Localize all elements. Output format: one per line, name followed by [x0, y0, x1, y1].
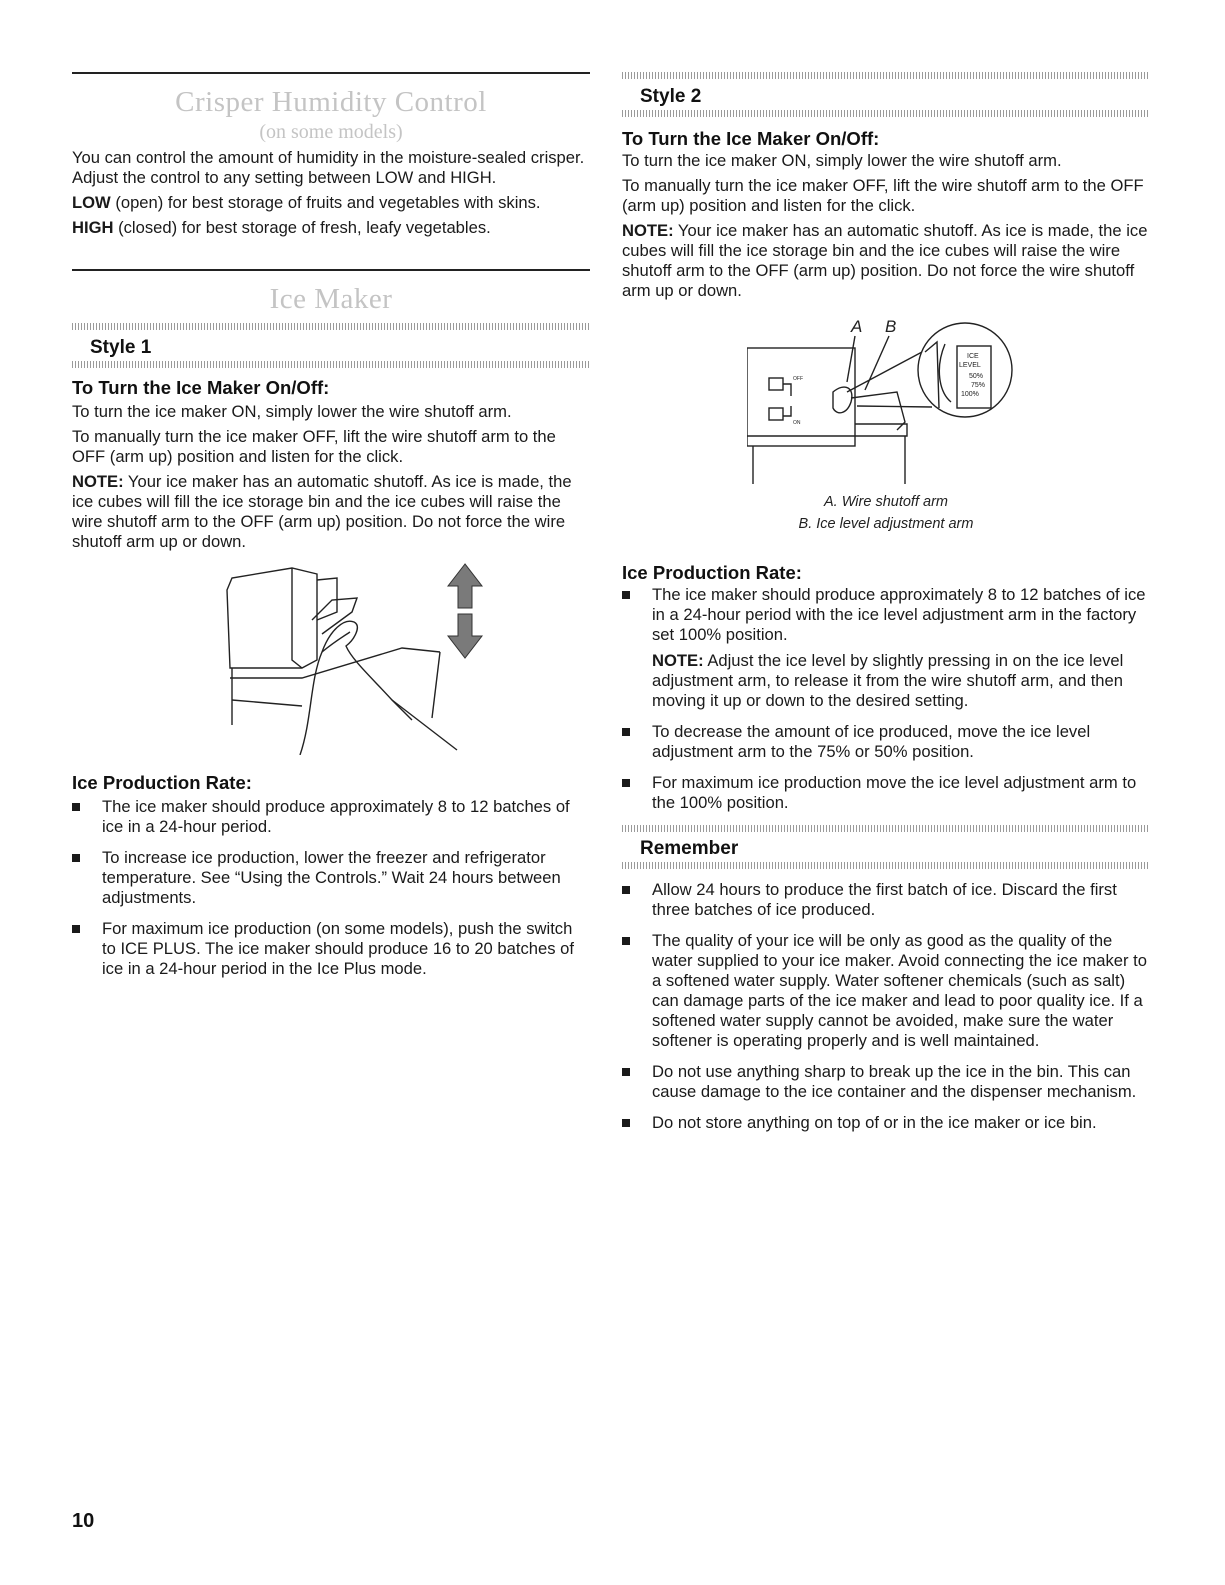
bin-rim	[230, 648, 440, 678]
note-text: Adjust the ice level by slightly pressing in on the ice level adjustment arm, to release it from the wire shutoff arm, and then moving it up or down to the desired setting.	[652, 651, 1124, 710]
ice-level-arm	[939, 344, 951, 402]
high-text: (closed) for best storage of fresh, leafy vegetables.	[113, 218, 491, 237]
note-text: Your ice maker has an automatic shutoff. As ice is made, the ice cubes will fill the ice storage bin and the ice cubes will raise the wire shutoff arm to the OFF (arm up) position. Do not force the wire shutoff arm up or down.	[72, 472, 572, 551]
style2-top-hatch	[622, 72, 1150, 79]
note-label: NOTE:	[652, 651, 704, 670]
low-term: LOW	[72, 193, 111, 212]
style2-note	[622, 221, 1150, 301]
label-b: B	[885, 317, 897, 336]
style2-rate-note	[622, 651, 1150, 711]
list-item: To decrease the amount of ice produced, move the ice level adjustment arm to the 75% or 50% position.	[622, 722, 1150, 762]
on-arm-icon	[783, 406, 791, 416]
hundred-text: 100%	[961, 391, 979, 398]
crisper-high	[72, 218, 590, 238]
style2-p2: To manually turn the ice maker OFF, lift the wire shutoff arm to the OFF (arm up) position and listen for the click.	[622, 176, 1144, 215]
ice-text: ICE	[967, 353, 979, 360]
crisper-intro: You can control the amount of humidity in the moisture-sealed crisper. Adjust the control to any setting between LOW and HIGH.	[72, 148, 585, 187]
magnifier-line-top	[847, 352, 922, 392]
style2-ice-maker-illustration	[747, 312, 1022, 484]
remember-top-hatch	[622, 825, 1150, 832]
style1-note	[72, 472, 590, 552]
off-arm-icon	[783, 384, 791, 396]
list-item: Do not store anything on top of or in the ice maker or ice bin.	[622, 1113, 1150, 1133]
style1-label: Style 1	[90, 337, 152, 358]
style2-label: Style 2	[640, 86, 702, 107]
wire-shutoff-arm	[312, 598, 357, 634]
list-item: Do not use anything sharp to break up the ice in the bin. This can cause damage to the ice container and the dispenser mechanism.	[622, 1062, 1150, 1102]
remember-list	[622, 880, 1150, 1133]
crisper-low	[72, 193, 590, 213]
high-term: HIGH	[72, 218, 114, 237]
remember-label: Remember	[640, 838, 739, 859]
style2-body	[622, 151, 1150, 301]
figure-caption-a: A. Wire shutoff arm	[824, 494, 948, 510]
list-item: The ice maker should produce approximately 8 to 12 batches of ice in a 24-hour period with the ice level adjustment arm in the factory set 100% position.	[622, 585, 1150, 645]
list-item: For maximum ice production move the ice level adjustment arm to the 100% position.	[622, 773, 1150, 813]
figure-caption-b: B. Ice level adjustment arm	[798, 516, 974, 532]
page-number: 10	[72, 1510, 95, 1532]
style2-bottom-hatch	[622, 110, 1150, 117]
ice-maker-side	[317, 578, 337, 620]
style1-top-hatch	[72, 323, 590, 330]
style1-bottom-hatch	[72, 361, 590, 368]
remember-bottom-hatch	[622, 862, 1150, 869]
magnifier-line-bottom	[857, 406, 932, 407]
style1-rate-heading: Ice Production Rate:	[72, 772, 252, 793]
section-divider	[72, 72, 590, 74]
bin-tray	[855, 424, 907, 436]
ice-maker-housing	[747, 348, 855, 446]
note-label: NOTE:	[72, 472, 124, 491]
bin-line	[232, 700, 302, 706]
arm-line	[392, 700, 457, 750]
style2-p1: To turn the ice maker ON, simply lower the wire shutoff arm.	[622, 151, 1062, 170]
low-text: (open) for best storage of fruits and vegetables with skins.	[110, 193, 541, 212]
list-item: For maximum ice production (on some models), push the switch to ICE PLUS. The ice maker should produce 16 to 20 batches of ice in a 24-hour period in the Ice Plus mode.	[72, 919, 590, 979]
leader-b	[865, 336, 889, 390]
off-switch-icon	[769, 378, 783, 390]
fifty-text: 50%	[969, 373, 984, 380]
style1-p2: To manually turn the ice maker OFF, lift the wire shutoff arm to the OFF (arm up) position and listen for the click.	[72, 427, 556, 466]
note-text: Your ice maker has an automatic shutoff. As ice is made, the ice cubes will fill the ice storage bin and the ice cubes will raise the wire shutoff arm to the OFF (arm up) position. Do not force the wire shutoff arm up or down.	[622, 221, 1148, 300]
ice-maker-section-title: Ice Maker	[269, 283, 393, 315]
style1-heading: To Turn the Ice Maker On/Off:	[72, 377, 330, 398]
style1-body	[72, 402, 590, 552]
detail-magnifier-circle	[918, 323, 1012, 417]
section-divider	[72, 269, 590, 271]
list-item: Allow 24 hours to produce the first batch of ice. Discard the first three batches of ice produced.	[622, 880, 1150, 920]
crisper-body	[72, 148, 590, 238]
bin-right-edge	[432, 652, 440, 718]
off-label: OFF	[793, 376, 803, 382]
level-text: LEVEL	[959, 362, 981, 369]
style2-rate-heading: Ice Production Rate:	[622, 562, 802, 583]
label-a: A	[851, 317, 863, 336]
on-label: ON	[793, 420, 801, 426]
style2-rate-list	[622, 585, 1150, 645]
note-label: NOTE:	[622, 221, 674, 240]
style1-ice-maker-illustration	[222, 560, 522, 755]
crisper-section-subtitle: (on some models)	[259, 121, 403, 143]
list-item: To increase ice production, lower the freezer and refrigerator temperature. See “Using the Controls.” Wait 24 hours between adjustments.	[72, 848, 590, 908]
list-item: The quality of your ice will be only as good as the quality of the water supplied to your ice maker. Avoid connecting the ice maker to a softened water supply. Water softener chemicals (such as salt) can damage parts of the ice maker and lead to poor quality ice. If a softened water supply cannot be avoided, make sure the water softener is operating properly and is well maintained.	[622, 931, 1150, 1051]
on-switch-icon	[769, 408, 783, 420]
up-down-arrow-icon	[448, 564, 482, 658]
crisper-section-title: Crisper Humidity Control	[175, 86, 487, 118]
leader-a	[847, 336, 855, 382]
style2-heading: To Turn the Ice Maker On/Off:	[622, 128, 880, 149]
style1-rate-list	[72, 797, 590, 979]
list-item: The ice maker should produce approximately 8 to 12 batches of ice in a 24-hour period.	[72, 797, 590, 837]
ice-maker-edge	[292, 568, 302, 668]
style1-p1: To turn the ice maker ON, simply lower the wire shutoff arm.	[72, 402, 512, 421]
ice-maker-box	[227, 568, 317, 668]
style2-rate-list-cont	[622, 722, 1150, 813]
seventy-five-text: 75%	[971, 382, 986, 389]
